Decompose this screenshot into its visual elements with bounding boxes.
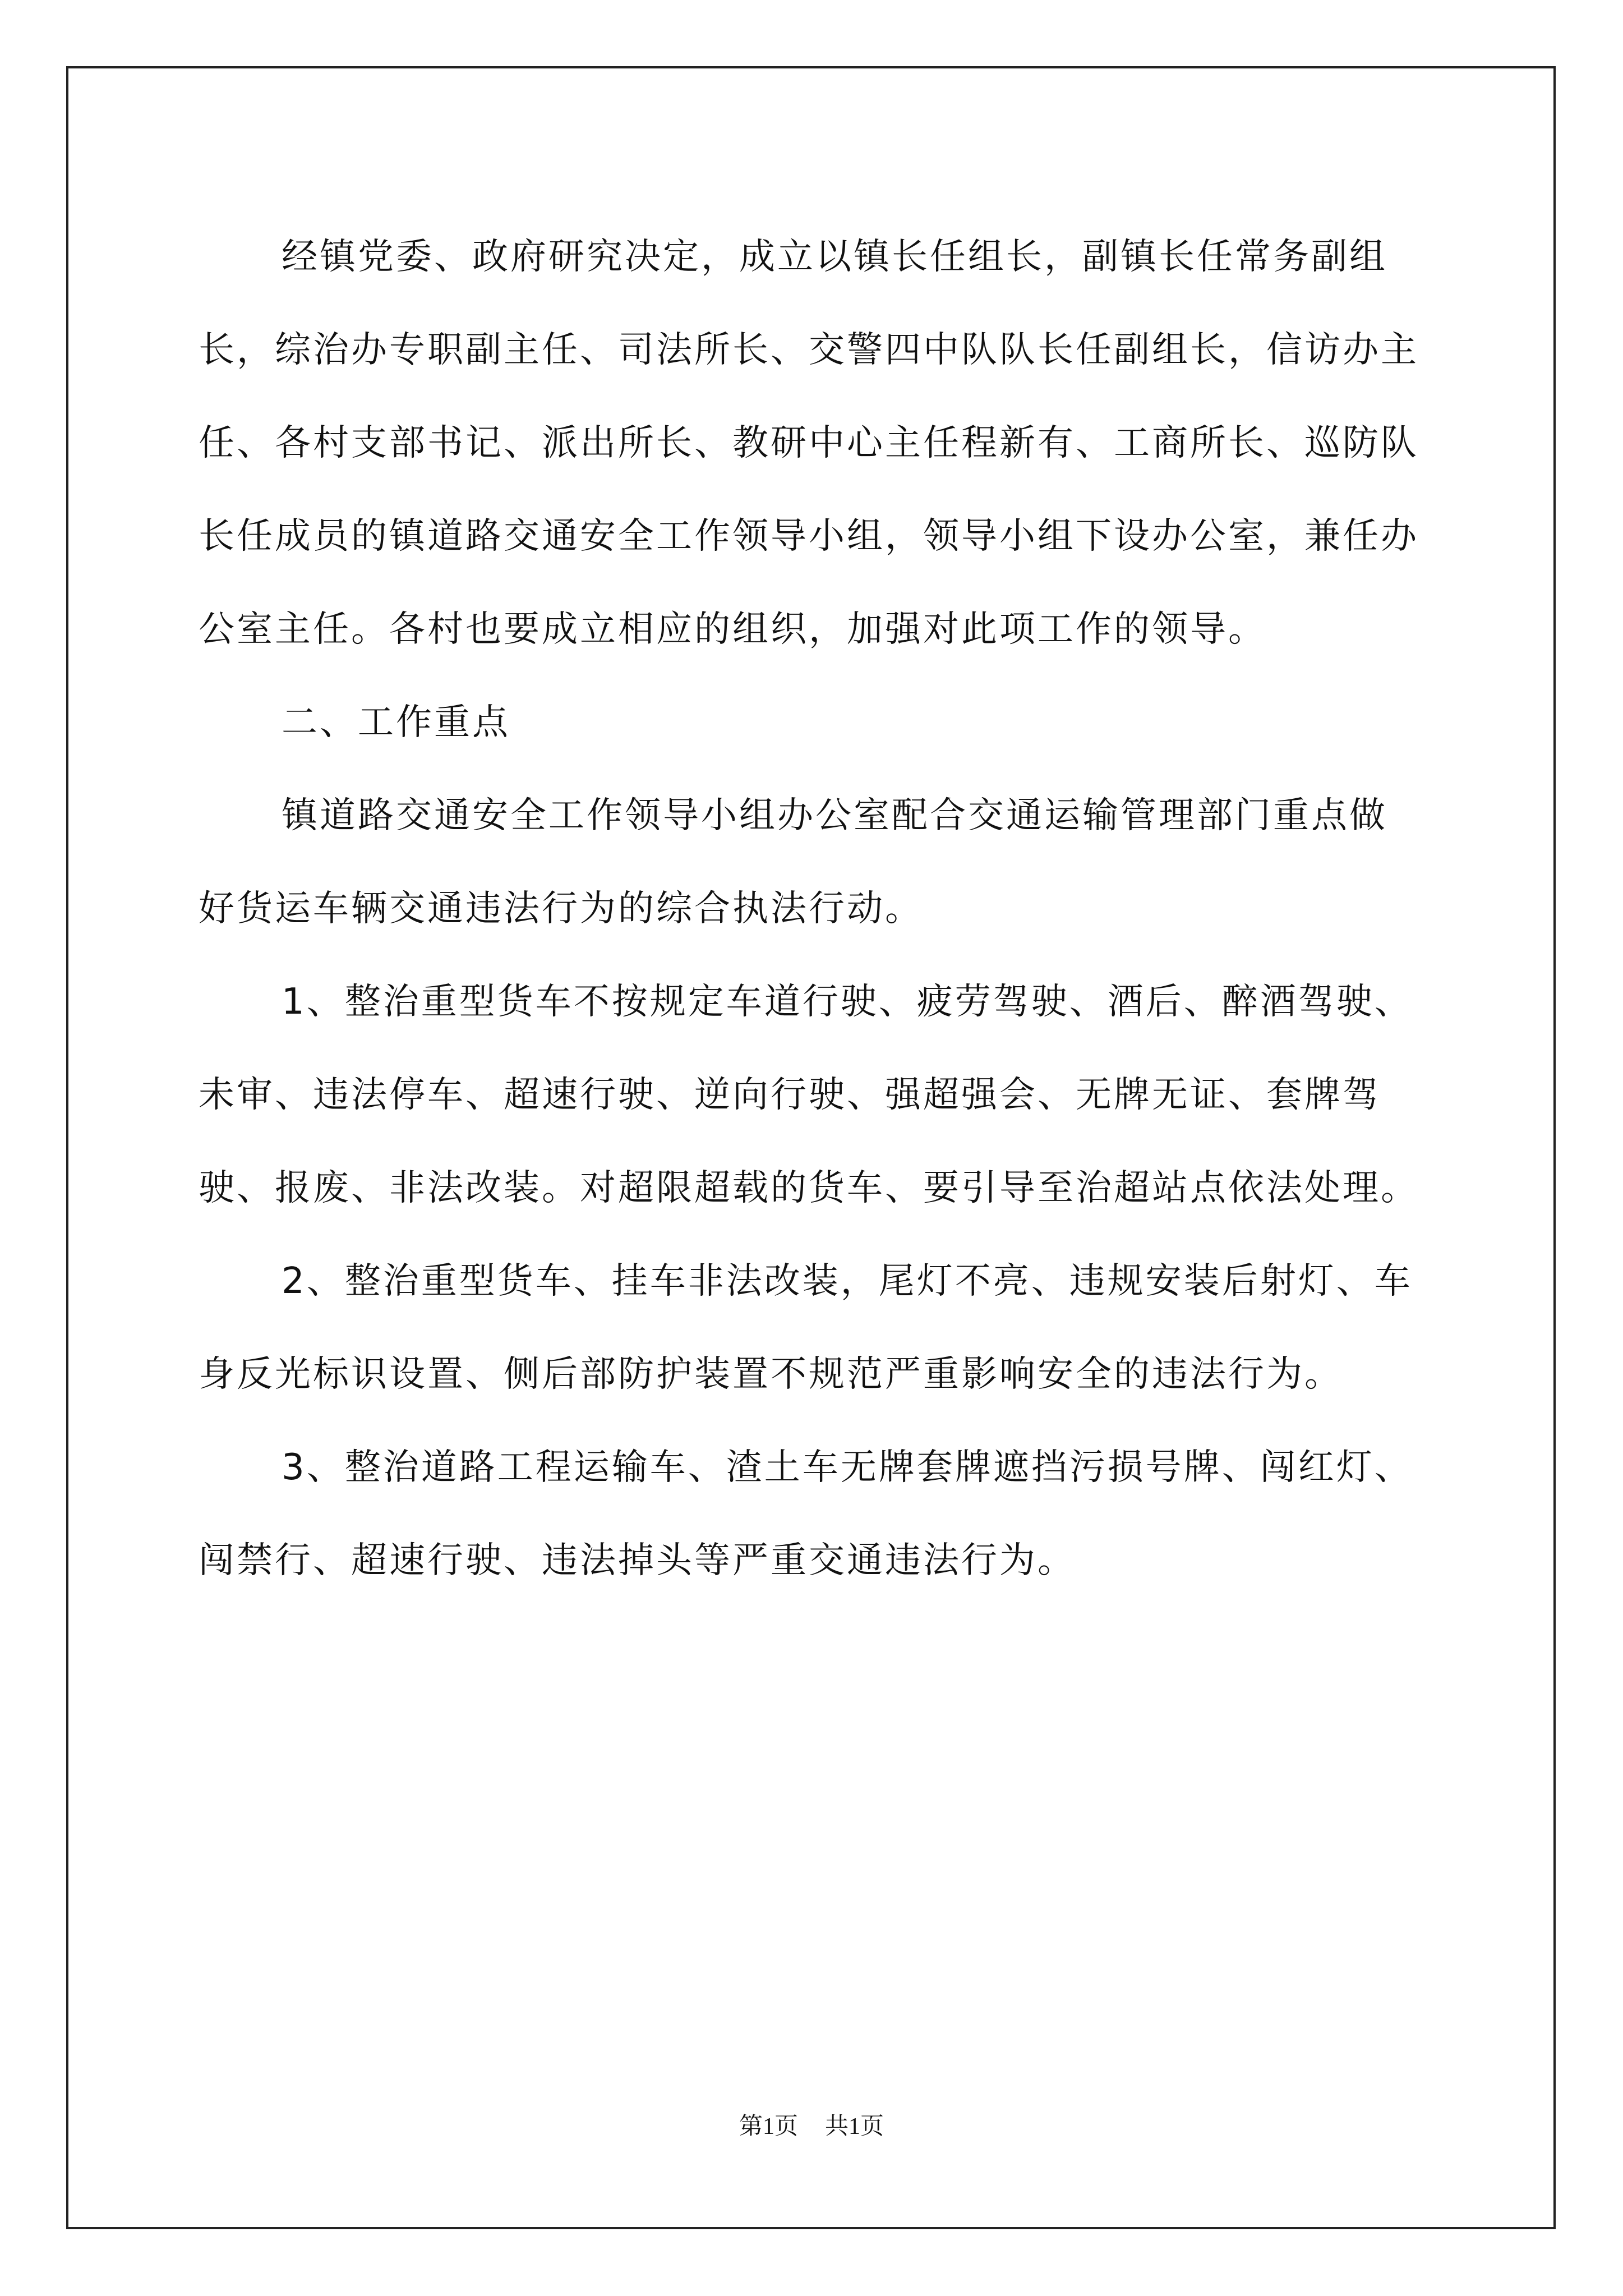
paragraph-item-3: 3、整治道路工程运输车、渣土车无牌套牌遮挡污损号牌、闯红灯、闯禁行、超速行驶、违法掉头等严重交通违法行为。	[199, 1447, 1413, 1581]
page-number-current: 第1页	[739, 2114, 798, 2139]
paragraph-work-focus-intro: 镇道路交通安全工作领导小组办公室配合交通运输管理部门重点做好货运车辆交通违法行为的综合执法行动。	[199, 795, 1387, 930]
page-number-total: 共1页	[825, 2114, 884, 2139]
section-heading-work-focus: 二、工作重点	[282, 702, 510, 743]
paragraph-item-2: 2、整治重型货车、挂车非法改装，尾灯不亮、违规安装后射灯、车身反光标识设置、侧后部防护装置不规范严重影响安全的违法行为。	[199, 1260, 1413, 1395]
document-body	[199, 210, 1424, 1607]
paragraph-leadership-group: 经镇党委、政府研究决定，成立以镇长任组长，副镇长任常务副组长，综治办专职副主任、司法所长、交警四中队队长任副组长，信访办主任、各村支部书记、派出所长、教研中心主任程新有、工商所长、巡防队长任成员的镇道路交通安全工作领导小组，领导小组下设办公室，兼任办公室主任。各村也要成立相应的组织，加强对此项工作的领导。	[199, 236, 1419, 650]
paragraph-item-1: 1、整治重型货车不按规定车道行驶、疲劳驾驶、酒后、醉酒驾驶、未审、违法停车、超速行驶、逆向行驶、强超强会、无牌无证、套牌驾驶、报废、非法改装。对超限超载的货车、要引导至治超站点依法处理。	[199, 981, 1419, 1209]
page-footer	[0, 2108, 1623, 2141]
